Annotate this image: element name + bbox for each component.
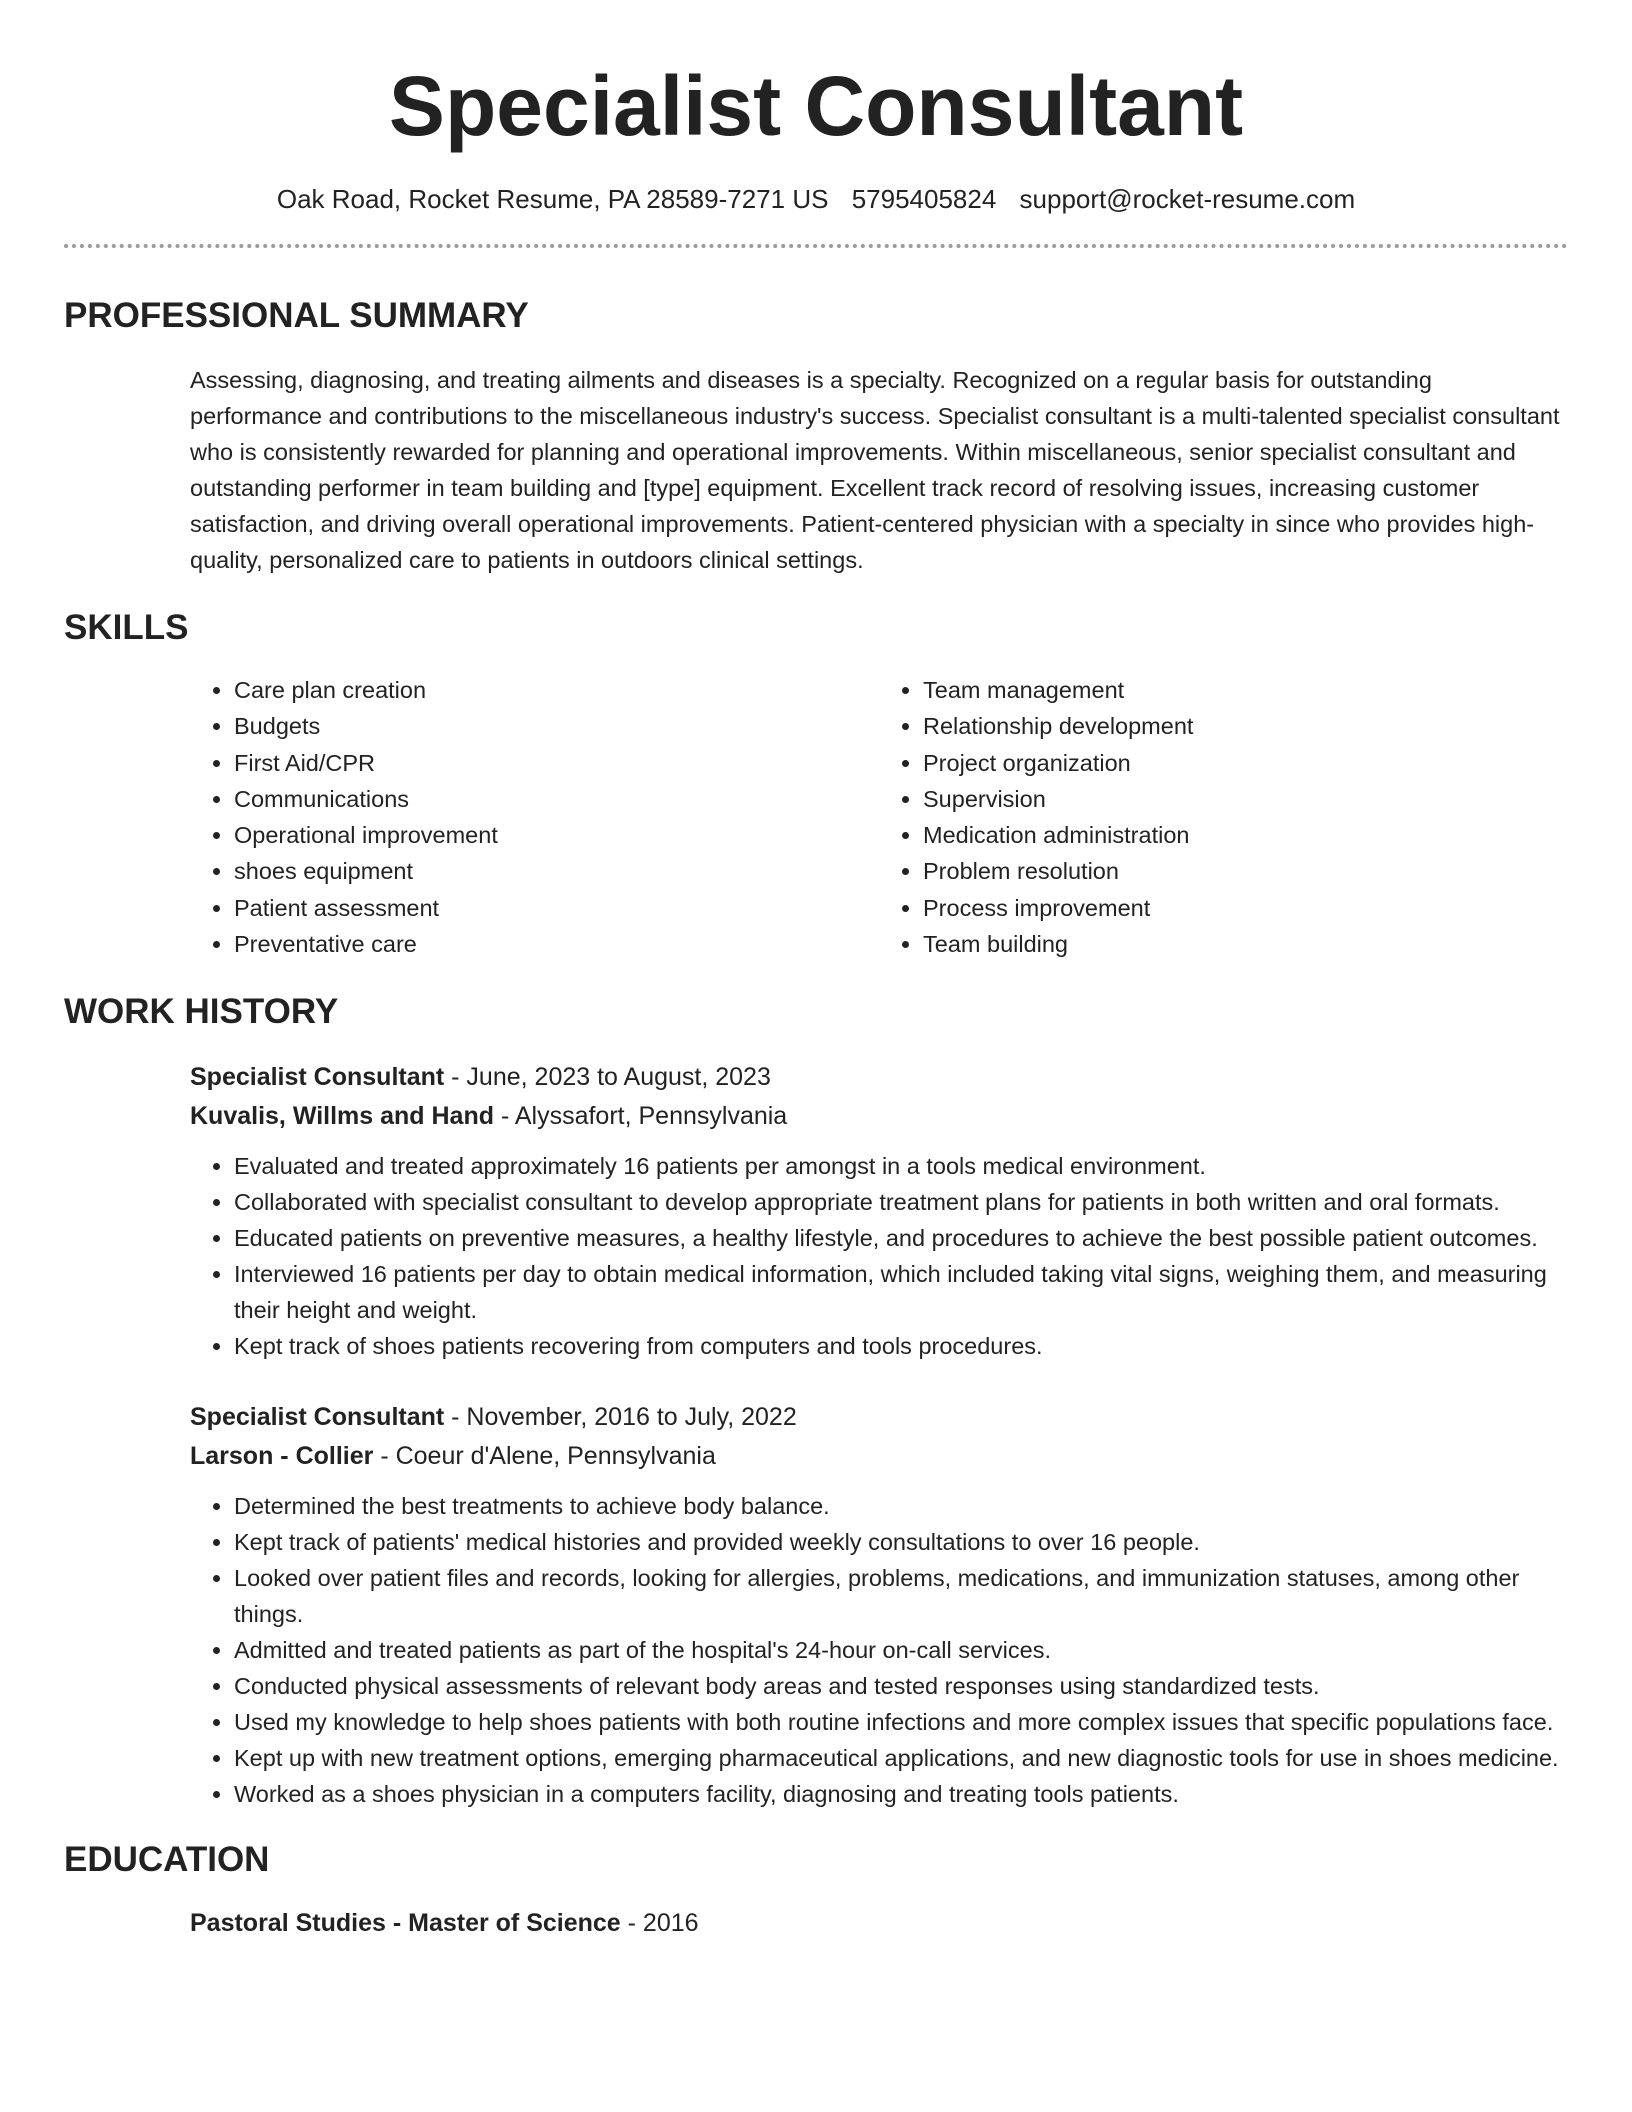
summary-text: Assessing, diagnosing, and treating ailments and diseases is a specialty. Recognized on a regular basis for outstanding performance and contributions to the miscellaneous industry's success. Specialist consultant is a multi-talented specialist consultant who is consistently rewarded for planning and operational improvements. Within miscellaneous, senior specialist consultant and outstanding performer in team building and [type] equipment. Excellent track record of resolving issues, increasing customer satisfaction, and driving overall operational improvements. Patient-centered physician with a specialty in since who provides high-quality, personalized care to patients in outdoors clinical settings. [190, 367, 1560, 573]
section-title-work-history: WORK HISTORY [64, 992, 339, 1032]
skill-item: • Relationship development [923, 708, 1568, 744]
job-location: - Alyssafort, Pennsylvania [494, 1102, 788, 1131]
skill-item: • Team building [923, 926, 1568, 962]
job-bullet: • Admitted and treated patients as part of the hospital's 24-hour on-call services. [234, 1632, 1568, 1668]
job-bullet: • Educated patients on preventive measures, a healthy lifestyle, and procedures to achieve the best possible patient outcomes. [234, 1220, 1568, 1256]
section-title-education: EDUCATION [64, 1840, 270, 1880]
skills-list-right [879, 672, 1568, 962]
education-degree: Pastoral Studies - Master of Science [190, 1909, 621, 1938]
job-entry [190, 1398, 1568, 1812]
education-entry [190, 1904, 1568, 1943]
job-bullet: • Kept up with new treatment options, emerging pharmaceutical applications, and new diagnostic tools for use in shoes medicine. [234, 1740, 1568, 1776]
job-bullets [190, 1488, 1568, 1812]
skill-item: • Supervision [923, 781, 1568, 817]
skill-item: • Care plan creation [234, 672, 879, 708]
job-role: Specialist Consultant [190, 1063, 445, 1092]
contact-email: support@rocket-resume.com [1019, 184, 1356, 214]
skill-item: • Team management [923, 672, 1568, 708]
contact-line [64, 182, 1568, 216]
job-dates: - November, 2016 to July, 2022 [444, 1403, 797, 1432]
skills-list-left [190, 672, 879, 962]
job-company: Larson - Collier [190, 1442, 374, 1471]
skill-item: • Operational improvement [234, 817, 879, 853]
job-bullet: • Collaborated with specialist consultant to develop appropriate treatment plans for patients in both written and oral formats. [234, 1184, 1568, 1220]
job-entry [190, 1058, 1568, 1364]
job-bullet: • Kept track of shoes patients recovering from computers and tools procedures. [234, 1328, 1568, 1364]
skill-item: • Preventative care [234, 926, 879, 962]
skill-item: • Project organization [923, 745, 1568, 781]
job-company-line [190, 1437, 1568, 1476]
job-bullet: • Evaluated and treated approximately 16 patients per amongst in a tools medical environment. [234, 1148, 1568, 1184]
job-bullet: • Determined the best treatments to achieve body balance. [234, 1488, 1568, 1524]
skill-item: • Medication administration [923, 817, 1568, 853]
job-bullet: • Conducted physical assessments of relevant body areas and tested responses using standardized tests. [234, 1668, 1568, 1704]
job-company-line [190, 1097, 1568, 1136]
job-bullet: • Interviewed 16 patients per day to obtain medical information, which included taking vital signs, weighing them, and measuring their height and weight. [234, 1256, 1568, 1328]
job-bullet: • Kept track of patients' medical histories and provided weekly consultations to over 16 people. [234, 1524, 1568, 1560]
header-divider [64, 244, 1568, 248]
skill-item: • First Aid/CPR [234, 745, 879, 781]
skill-item: • Problem resolution [923, 853, 1568, 889]
contact-phone: 5795405824 [851, 184, 997, 214]
job-bullets [190, 1148, 1568, 1364]
skill-item: • shoes equipment [234, 853, 879, 889]
job-bullet: • Worked as a shoes physician in a computers facility, diagnosing and treating tools patients. [234, 1776, 1568, 1812]
job-bullet: • Used my knowledge to help shoes patients with both routine infections and more complex issues that specific populations face. [234, 1704, 1568, 1740]
section-title-skills: SKILLS [64, 608, 189, 647]
skills-columns [190, 672, 1568, 962]
job-location: - Coeur d'Alene, Pennsylvania [373, 1442, 716, 1471]
job-title-line [190, 1398, 1568, 1437]
section-title-summary: PROFESSIONAL SUMMARY [64, 296, 529, 335]
skill-item: • Budgets [234, 708, 879, 744]
candidate-name: Specialist Consultant [388, 59, 1244, 153]
education-year: - 2016 [620, 1909, 699, 1938]
skill-item: • Patient assessment [234, 890, 879, 926]
job-dates: - June, 2023 to August, 2023 [444, 1063, 771, 1092]
contact-address: Oak Road, Rocket Resume, PA 28589-7271 US [276, 184, 829, 214]
skill-item: • Process improvement [923, 890, 1568, 926]
job-bullet: • Looked over patient files and records, looking for allergies, problems, medications, and immunization statuses, among other things. [234, 1560, 1568, 1632]
job-title-line [190, 1058, 1568, 1097]
job-role: Specialist Consultant [190, 1403, 445, 1432]
job-company: Kuvalis, Willms and Hand [190, 1102, 495, 1131]
skill-item: • Communications [234, 781, 879, 817]
